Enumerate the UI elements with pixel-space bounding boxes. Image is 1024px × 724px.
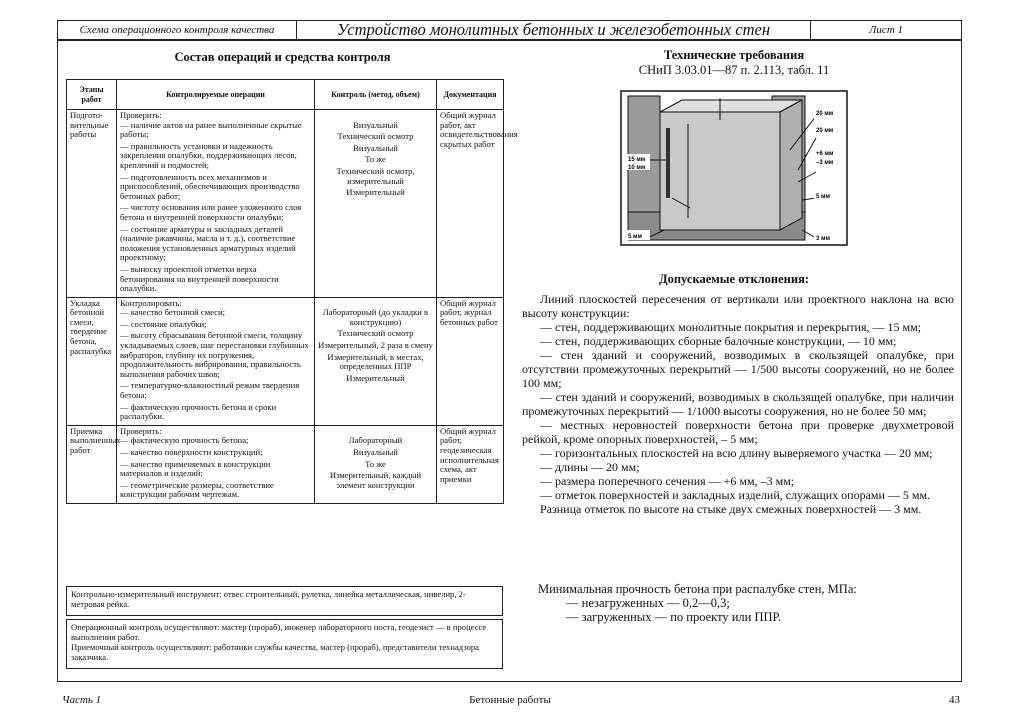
stage-controls — [315, 297, 437, 425]
operation-item: — качество применяемых в конструкции материалов и изделий; — [120, 458, 271, 479]
footer-part: Часть 1 — [62, 694, 102, 706]
strength-title: Минимальная прочность бетона при распалубке стен, МПа: — [538, 582, 857, 596]
stage-operations — [117, 425, 315, 503]
footer-section: Бетонные работы — [469, 694, 551, 706]
control-method: Технический осмотр — [337, 131, 414, 142]
control-method: Технический осмотр, измерительный — [336, 165, 415, 186]
operation-item: — наличие актов на ранее выполненные скрытые работы; — [120, 119, 302, 140]
operation-item: — фактическую прочность бетона и сроки распалубки. — [120, 401, 277, 422]
operations-table-wrap — [66, 79, 518, 504]
deviation-item: — местных неровностей поверхности бетона при проверке двухметровой рейкой, кроме опорных поверхностей, – 5 мм; — [522, 418, 954, 446]
operation-item: — фактическую прочность бетона; — [120, 435, 249, 446]
operation-item: — выноску проектной отметки верха бетонирования на внутренней поверхности опалубки. — [120, 263, 279, 294]
control-method: То же — [365, 458, 386, 469]
label-plus6mm: +6 мм — [816, 151, 834, 157]
header-sheet: Лист 1 — [868, 24, 904, 36]
deviation-item: Разница отметок по высоте на стыке двух смежных поверхностей — 3 мм. — [540, 502, 922, 516]
label-3mm: 3 мм — [816, 236, 830, 242]
operation-item: — чистоту основания или ранее уложенного слоя бетона и внутренней поверхности опалубки; — [120, 202, 302, 222]
label-10mm: 10 мм — [628, 165, 646, 171]
label-5mm-left: 5 мм — [628, 234, 642, 240]
instruments-note: Контрольно-измерительный инструмент: отвес строительный, рулетка, линейка металлическая, нивелир, 2-метровая рейка. — [66, 586, 503, 616]
operation-item: — высоту сбрасывания бетонной смеси, толщину укладываемых слоев, шаг перестановки глубинных вибраторов, глубину их погружения, продолжительность вибрирования, правильность выполнения рабочих швов; — [120, 330, 309, 379]
deviation-item: — длины — 20 мм; — [540, 460, 640, 474]
page-number: 43 — [949, 694, 960, 706]
col-header-docs: Документация — [437, 80, 504, 110]
control-method: Измерительный, каждый элемент конструкции — [329, 470, 422, 490]
deviation-item: — размера поперечного сечения — +6 мм, –3 мм; — [540, 474, 795, 488]
header-left: Схема операционного контроля качества — [58, 21, 297, 39]
stage-documentation: Общий журнал работ, акт освидетельствования скрытых работ — [437, 110, 504, 298]
operation-item: — качество бетонной смеси; — [120, 307, 225, 318]
label-20mm-top: 20 мм — [816, 111, 834, 117]
tech-requirements-title: Технические требования — [663, 48, 805, 62]
stage-intro: Проверить: — [120, 425, 162, 436]
snip-reference: СНиП 3.03.01—87 п. 2.113, табл. 11 — [638, 63, 830, 77]
deviation-item: — стен, поддерживающих сборные балочные конструкции, — 10 мм; — [540, 334, 897, 348]
control-note-operational: Операционный контроль осуществляют: мастер (прораб), инженер лабораторного поста, геодезист — в процессе выполнения работ. — [71, 622, 487, 642]
page-header — [57, 20, 962, 40]
stage-controls — [315, 425, 437, 503]
col-header-operations: Контролируемые операции — [117, 80, 315, 110]
stage-name: Подгото-вительные работы — [67, 110, 117, 298]
control-method: Технический осмотр — [337, 328, 414, 339]
deviation-item: — отметок поверхностей и закладных изделий, служащих опорами — 5 мм. — [540, 488, 931, 502]
control-method: Визуальный — [353, 447, 398, 457]
control-method: Измерительный, 2 раза в смену — [318, 340, 433, 351]
deviation-item: — стен зданий и сооружений, возводимых в скользящей опалубке, при наличии промежуточных перекрытий — 1/1000 высоты сооружения, но не более 50 мм; — [522, 390, 954, 418]
col-header-control: Контроль (метод, объем) — [315, 80, 437, 110]
operation-item: — подготовленность всех механизмов и приспособлений, обеспечивающих производство бетонных работ; — [120, 171, 300, 201]
strength-item-unloaded: — незагруженных — 0,2—0,3; — [566, 596, 730, 610]
control-method: Измерительный, в местах, определенных ППР — [327, 351, 424, 372]
control-method: Лабораторный (до укладки в конструкцию) — [322, 307, 429, 327]
operation-item: — температурно-влажностный режим твердения бетона; — [120, 380, 300, 401]
control-method: Измерительный — [346, 372, 405, 383]
strength-block — [538, 582, 954, 624]
control-method: Визуальный — [353, 142, 398, 153]
deviations-list — [522, 292, 954, 516]
control-note-acceptance: Приемочный контроль осуществляют: работники службы качества, мастер (прораб), представители технадзора заказчика. — [71, 642, 479, 662]
control-method: Визуальный — [353, 119, 398, 130]
control-notes — [66, 619, 503, 669]
stage-intro: Проверить: — [120, 110, 162, 120]
stage-operations — [117, 110, 315, 298]
left-title: Состав операций и средства контроля — [174, 50, 391, 64]
operation-item: — качество поверхности конструкций; — [120, 447, 263, 457]
operation-item: — состояние арматуры и закладных деталей (наличие ржавчины, масла и т. д.), соответствие положения установленных арматурных изделий проектному; — [120, 223, 296, 263]
deviation-item: — горизонтальных плоскостей на всю длину выверяемого участка — 20 мм; — [540, 446, 933, 460]
stage-documentation: Общий журнал работ, геодезическая исполнительная схема, акт приемки — [437, 425, 504, 503]
stage-controls — [315, 110, 437, 298]
strength-item-loaded: — загруженных — по проекту или ППР. — [566, 610, 782, 624]
label-20mm: 20 мм — [816, 128, 834, 134]
stage-documentation: Общий журнал работ, журнал бетонных работ — [437, 297, 504, 425]
operation-item: — правильность установки и надежность закрепления опалубки, поддерживающих лесов, креплений и подмостей; — [120, 140, 297, 170]
control-method: Лабораторный — [348, 435, 403, 446]
deviation-item: Линий плоскостей пересечения от вертикали или проектного наклона на всю высоту конструкции: — [522, 292, 954, 320]
control-method: То же — [365, 154, 386, 165]
stage-intro: Контролировать: — [120, 297, 182, 308]
control-method: Измерительный — [346, 187, 405, 198]
wall-tolerance-diagram — [620, 90, 848, 246]
operation-item: — состояние опалубки; — [120, 318, 207, 329]
operations-table — [66, 79, 518, 504]
operation-item: — геометрические размеры, соответствие конструкции рабочим чертежам. — [120, 479, 274, 500]
deviation-item: — стен, поддерживающих монолитные покрытия и перекрытия, — 15 мм; — [540, 320, 922, 334]
deviation-item: — стен зданий и сооружений, возводимых в скользящей опалубке, при отсутствии промежуточных перекрытий — 1/500 высоты сооружений, но не более 100 мм; — [522, 348, 954, 390]
stage-operations — [117, 297, 315, 425]
stage-name: Укладка бетонной смеси, твердение бетона, распалубка — [67, 297, 117, 425]
stage-name: Приемка выполненных работ — [67, 425, 117, 503]
label-15mm: 15 мм — [628, 157, 646, 163]
header-title: Устройство монолитных бетонных и железобетонных стен — [297, 21, 811, 39]
label-minus3mm: –3 мм — [816, 160, 834, 166]
label-5mm-right: 5 мм — [816, 194, 830, 200]
deviations-title: Допускаемые отклонения: — [659, 272, 809, 286]
col-header-stage: Этапы работ — [67, 80, 117, 110]
